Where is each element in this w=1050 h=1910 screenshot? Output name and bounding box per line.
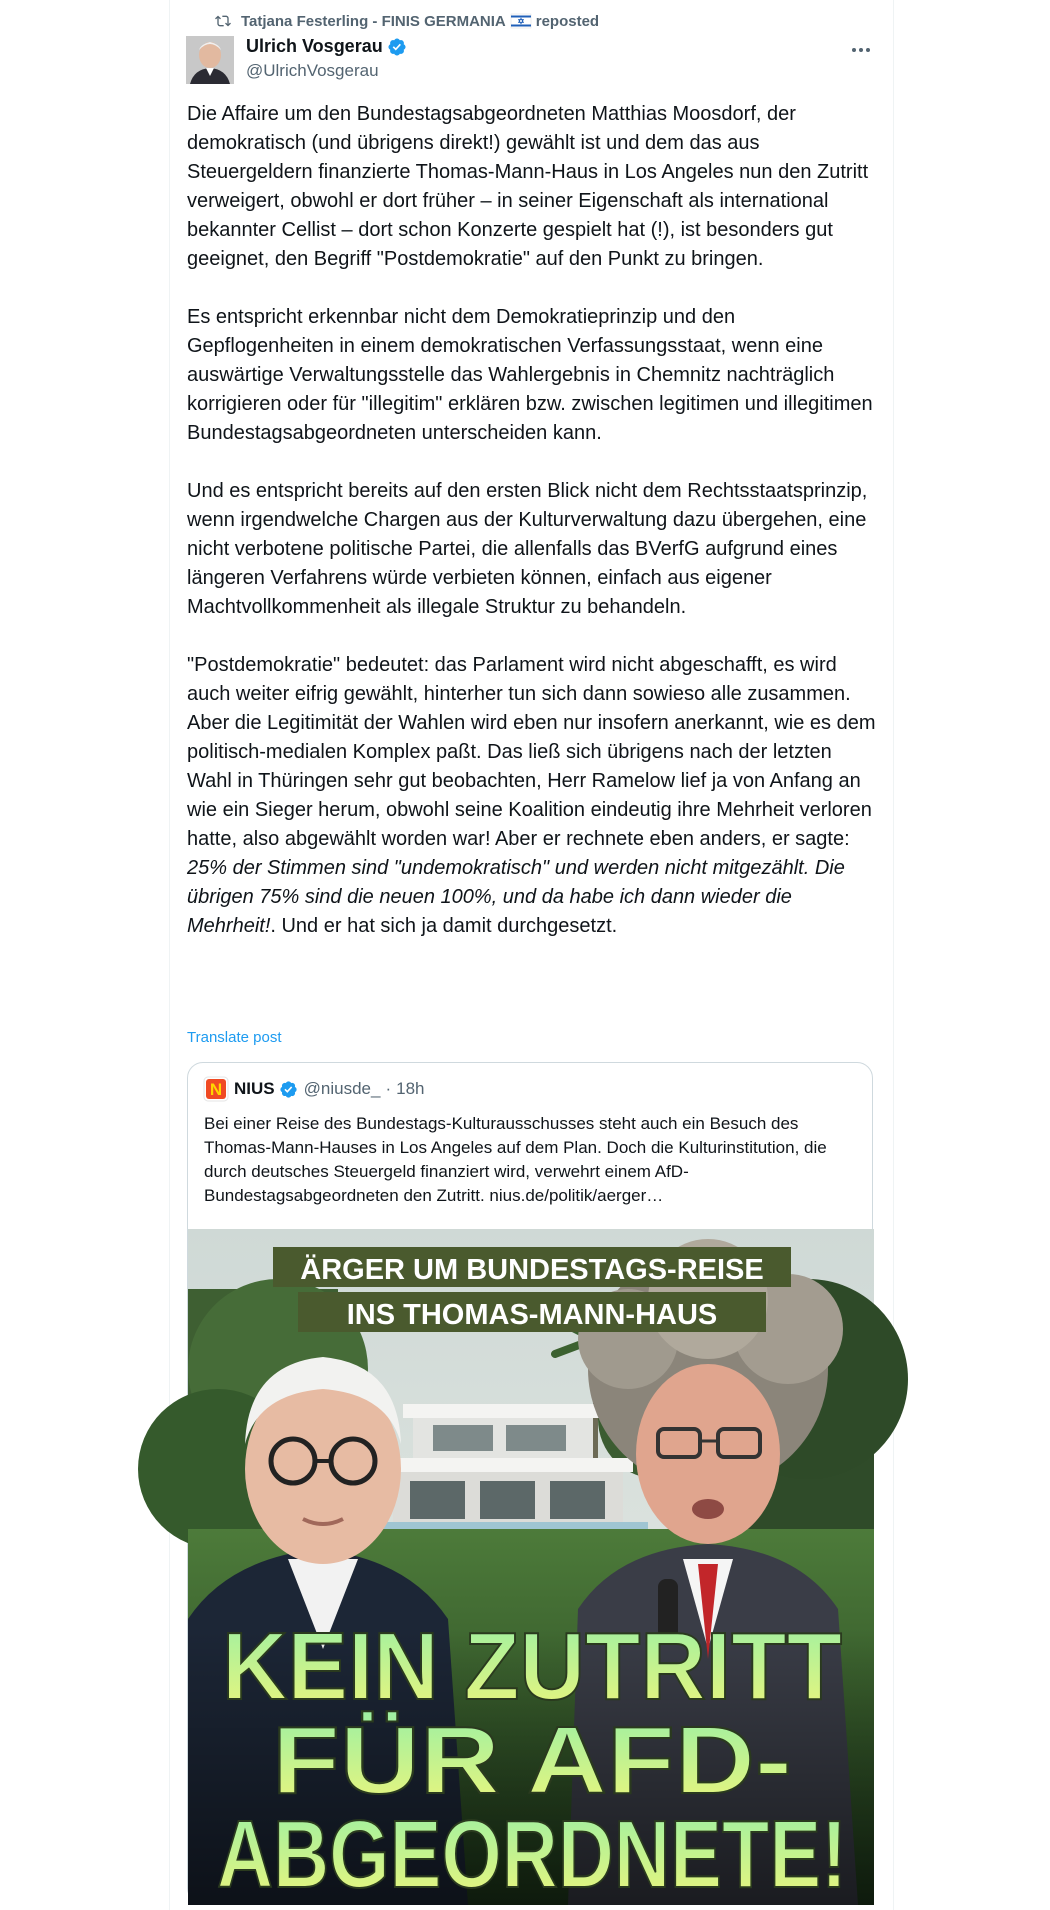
quoted-post-time[interactable]: 18h [396, 1079, 425, 1098]
banner-line-2: INS THOMAS-MANN-HAUS [346, 1299, 718, 1331]
author-name-row [246, 36, 407, 57]
nius-logo-letter: N [209, 1080, 223, 1099]
israel-flag-icon [511, 14, 531, 28]
quoted-author-name[interactable]: NIUS [234, 1079, 275, 1098]
repost-icon [215, 13, 231, 29]
repost-user[interactable]: Tatjana Festerling - FINIS GERMANIA [241, 12, 506, 30]
separator-dot: · [385, 1079, 392, 1098]
headline-line-3: ABGEORDNETE! [217, 1801, 847, 1908]
verified-badge-icon[interactable] [387, 37, 407, 57]
nius-logo[interactable] [204, 1077, 228, 1101]
post-paragraph: Die Affaire um den Bundestagsabgeordneten Matthias Moosdorf, der demokratisch (und übrigens direkt!) gewählt ist und dem das aus Steuergeldern finanzierte Thomas-Mann-Haus in Los Angeles nun den Zutritt verweigert, obwohl er dort früher – in seiner Eigenschaft als international bekannter Cellist – dort schon Konzerte gespielt hat (!), ist besonders gut geeignet, den Begriff "Postdemokratie" auf den Punkt zu bringen. [187, 103, 869, 270]
quoted-post-card[interactable] [187, 1062, 873, 1908]
quoted-post-text: Bei einer Reise des Bundestags-Kulturausschusses steht auch ein Besuch des Thomas-Mann-Hauses in Los Angeles auf dem Plan. Doch die Kulturinstitution, die durch deutsches Steuergeld finanziert wird, verwehrt einem AfD-Bundestagsabgeordneten den Zutritt. nius.de/politik/aerger… [204, 1114, 827, 1205]
post-text [187, 100, 877, 941]
timeline-border-left [169, 0, 170, 1910]
repost-action: reposted [535, 12, 600, 30]
avatar-image [186, 36, 234, 84]
post-paragraph: Und es entspricht bereits auf den ersten Blick nicht dem Rechtsstaatsprinzip, wenn irgendwelche Chargen aus der Kulturverwaltung dazu übergehen, eine nicht verbotene politische Partei, die allenfalls das BVerfG aufgrund eines längeren Verfahrens würde verbieten können, einfach aus eigener Machtvollkommenheit als illegale Struktur zu behandeln. [187, 480, 868, 618]
repost-indicator[interactable] [215, 10, 599, 32]
post-paragraph: Es entspricht erkennbar nicht dem Demokratieprinzip und den Gepflogenheiten in einem demokratischen Verfassungsstaat, wenn eine auswärtige Verwaltungsstelle das Wahlergebnis in Chemnitz nachträglich korrigieren oder für "illegitim" erklären bzw. zwischen legitimen und illegitimen Bundestagsabgeordneten unterscheiden kann. [187, 306, 873, 444]
post-italic-quote: 25% der Stimmen sind "undemokratisch" und werden nicht mitgezählt. Die übrigen 75% sind die neuen 100%, und da habe ich dann wieder die Mehrheit! [187, 857, 845, 937]
timeline-border-right [893, 0, 894, 1910]
banner-line-1: ÄRGER UM BUNDESTAGS-REISE [300, 1254, 764, 1286]
quoted-post-header [204, 1077, 424, 1101]
verified-badge-icon[interactable] [279, 1080, 298, 1099]
author-avatar[interactable] [186, 36, 234, 84]
quoted-author-handle[interactable]: @niusde_ [303, 1079, 381, 1098]
author-name[interactable]: Ulrich Vosgerau [246, 36, 383, 56]
quoted-post-image[interactable] [188, 1229, 874, 1908]
more-options-icon[interactable] [849, 38, 873, 62]
headline-line-2: FÜR AFD- [272, 1707, 792, 1814]
post-paragraph [187, 651, 877, 941]
author-handle[interactable]: @UlrichVosgerau [246, 61, 379, 80]
post-text-run: . Und er hat sich ja damit durchgesetzt. [270, 915, 618, 937]
translate-post-link[interactable]: Translate post [187, 1029, 282, 1046]
post-text-run: "Postdemokratie" bedeutet: das Parlament wird nicht abgeschafft, es wird auch weiter eifrig gewählt, hinterher tun sich dann sowieso alle zusammen. Aber die Legitimität der Wahlen wird eben nur insofern anerkannt, wie es dem politisch-medialen Komplex paßt. Das ließ sich übrigens nach der letzten Wahl in Thüringen sehr gut beobachten, Herr Ramelow lief ja von Anfang an wie ein Sieger herum, obwohl seine Koalition eindeutig ihre Mehrheit verloren hatte, also abgewählt worden war! Aber er rechnete eben anders, er sagte: [187, 654, 876, 850]
headline-line-1: KEIN ZUTRITT [222, 1613, 842, 1720]
